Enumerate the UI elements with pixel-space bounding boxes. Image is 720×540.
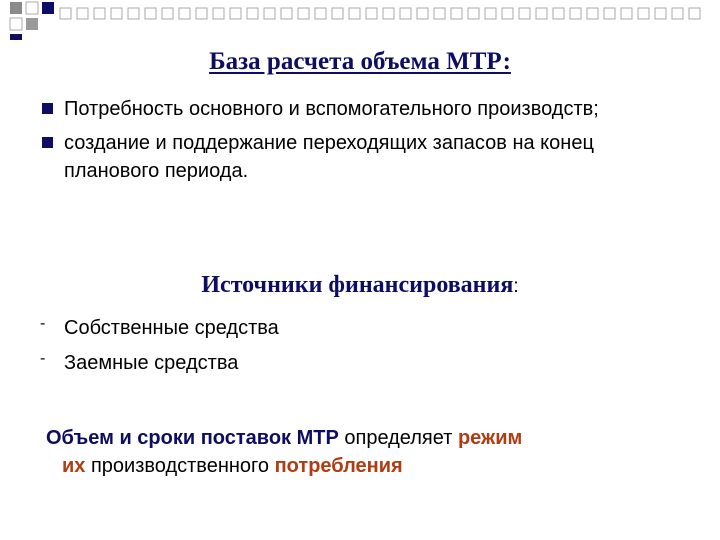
summary-statement [46,424,676,480]
slide-title-text: База расчета объема МТР: [209,48,511,75]
deco-square-outline-2 [10,18,22,30]
bullet-item [40,129,680,185]
financing-list [40,314,680,384]
slide-title [0,48,720,76]
financing-item [40,314,680,342]
bullet-text: создание и поддержание переходящих запасов на конец планового периода. [64,132,594,182]
deco-square-outline-1 [26,2,38,14]
bullet-item [40,95,680,123]
deco-square-gray-1 [10,2,22,14]
deco-square-row [60,8,700,19]
financing-item-text: Собственные средства [64,317,279,339]
dash-bullet-icon: - [40,315,46,332]
summary-line-2 [46,452,676,480]
financing-item [40,349,680,377]
dash-bullet-icon: - [40,350,46,367]
deco-square-navy-2 [10,34,22,40]
financing-heading [0,272,720,299]
bullet-text: Потребность основного и вспомогательного производств; [64,98,599,120]
financing-heading-colon: : [513,276,519,297]
summary-subject: Объем и сроки поставок МТР [46,427,339,449]
square-bullet-icon [42,137,53,148]
financing-item-text: Заемные средства [64,352,239,374]
corner-decoration [0,0,720,40]
summary-middle: производственного [85,455,275,477]
summary-highlight-2: их [62,455,86,477]
summary-highlight-1: режим [457,427,523,449]
summary-highlight-3: потребления [274,455,403,477]
deco-square-gray-2 [26,18,38,30]
square-bullet-icon [42,103,53,114]
bullet-list [40,95,680,191]
summary-verb: определяет [338,427,458,449]
financing-heading-text: Источники финансирования [201,272,514,298]
deco-square-navy [42,2,54,14]
